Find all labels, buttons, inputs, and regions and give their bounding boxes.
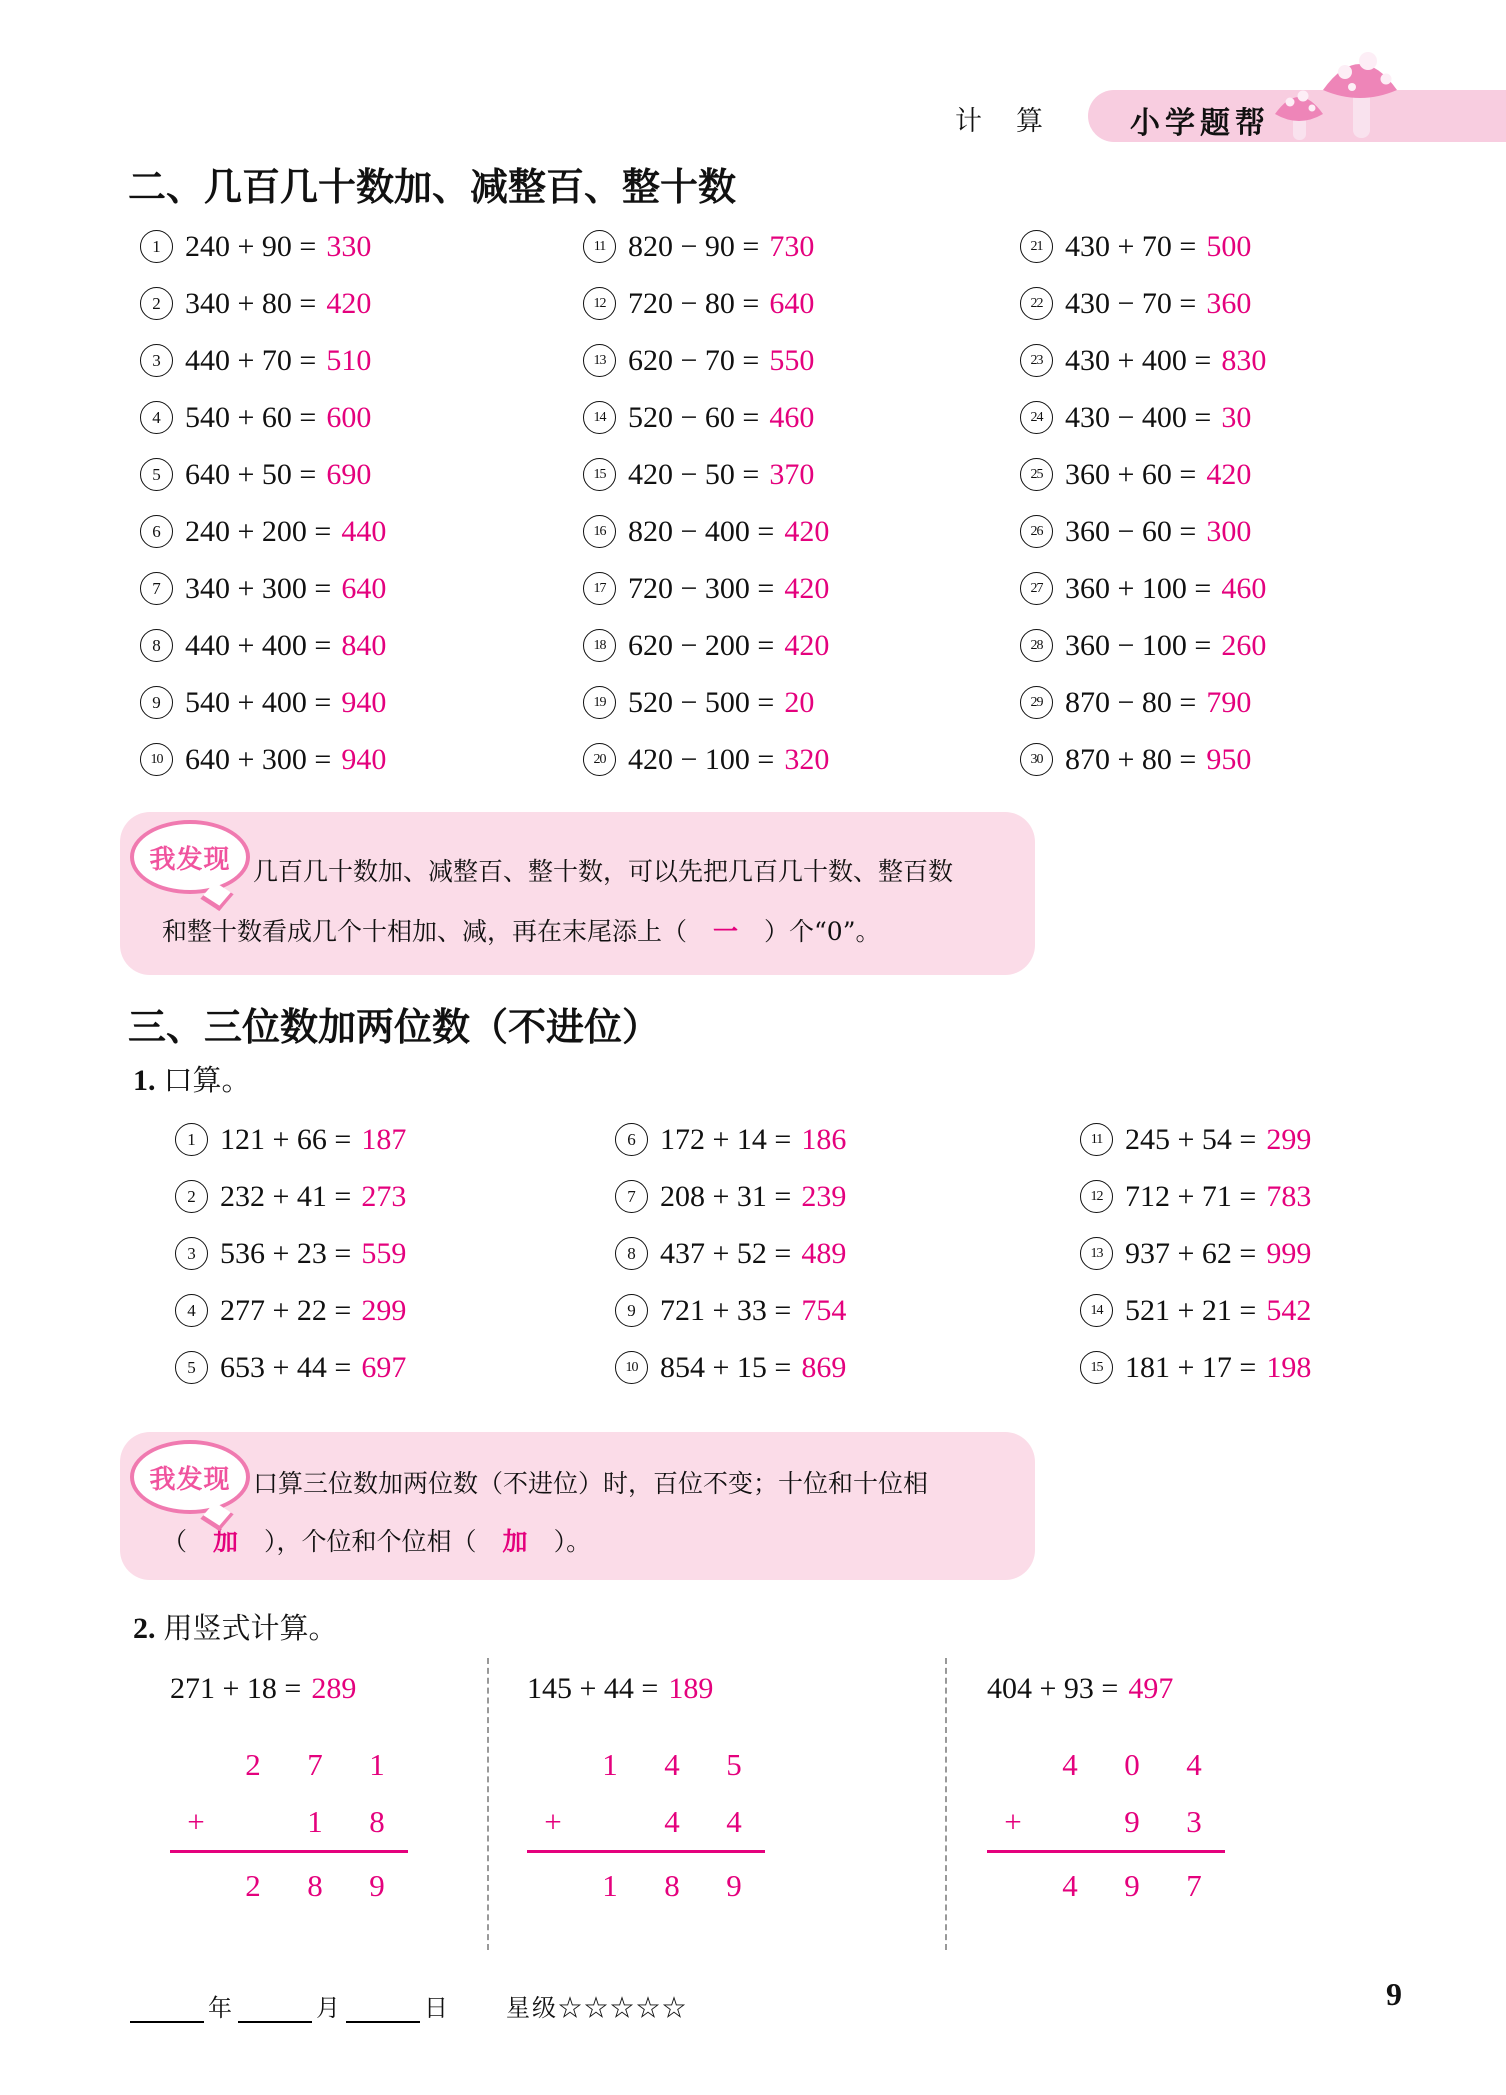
problem-item xyxy=(615,1111,1080,1168)
vertical-digit: 8 xyxy=(307,1867,323,1903)
vertical-digit: 4 xyxy=(726,1803,742,1839)
problem-number: 15 xyxy=(583,458,616,491)
problem-number: 4 xyxy=(175,1294,208,1327)
vertical-digit: 4 xyxy=(1186,1746,1202,1782)
vertical-expression: 145 + 44 = xyxy=(527,1672,659,1705)
problem-item xyxy=(1080,1282,1385,1339)
vertical-worksheet xyxy=(527,1736,765,1914)
vertical-problems xyxy=(130,1658,1400,1950)
date-label-day: 日 xyxy=(424,1994,448,2022)
star-rating: 星级☆☆☆☆☆ xyxy=(506,1994,688,2022)
problem-item xyxy=(1020,275,1380,332)
problem-expression: 172 + 14 = xyxy=(660,1122,792,1156)
vertical-digit: 7 xyxy=(307,1746,323,1782)
problem-answer: 999 xyxy=(1266,1236,1312,1270)
problem-expression: 360 + 60 = xyxy=(1065,457,1197,491)
vertical-digit: 5 xyxy=(726,1746,742,1782)
vertical-answer: 289 xyxy=(311,1672,357,1705)
problem-number: 13 xyxy=(583,344,616,377)
vertical-row-addend xyxy=(527,1736,765,1793)
vertical-digit: 1 xyxy=(369,1746,385,1782)
problem-item xyxy=(1020,731,1380,788)
vertical-digit: 9 xyxy=(1124,1867,1140,1903)
problem-answer: 640 xyxy=(769,286,815,320)
problem-number: 9 xyxy=(140,686,173,719)
problem-answer: 460 xyxy=(1221,571,1267,605)
problem-number: 19 xyxy=(583,686,616,719)
vertical-row-addend xyxy=(987,1736,1225,1793)
problem-answer: 300 xyxy=(1206,514,1252,548)
problem-answer: 260 xyxy=(1221,628,1267,662)
problem-expression: 653 + 44 = xyxy=(220,1350,352,1384)
discovery1-line2-pre: 和整十数看成几个十相加、减，再在末尾添上（ xyxy=(162,917,688,946)
problem-expression: 540 + 60 = xyxy=(185,400,317,434)
vertical-answer: 189 xyxy=(668,1672,714,1705)
section3-problems-grid xyxy=(175,1111,1385,1396)
problem-number: 29 xyxy=(1020,686,1053,719)
mushrooms-icon xyxy=(1235,36,1415,146)
problem-answer: 640 xyxy=(341,571,387,605)
problem-item xyxy=(1020,218,1380,275)
problem-answer: 869 xyxy=(801,1350,847,1384)
problem-number: 5 xyxy=(175,1351,208,1384)
problem-item xyxy=(140,731,583,788)
problem-answer: 370 xyxy=(769,457,815,491)
problem-answer: 950 xyxy=(1206,742,1252,776)
vertical-row-underl xyxy=(170,1793,408,1853)
problem-answer: 730 xyxy=(769,229,815,263)
problem-expression: 420 − 100 = xyxy=(628,742,775,776)
footer xyxy=(130,1988,688,2023)
problem-item xyxy=(583,674,1020,731)
problem-item xyxy=(1080,1225,1385,1282)
vertical-digit: 4 xyxy=(1062,1746,1078,1782)
problem-number: 3 xyxy=(175,1237,208,1270)
problem-number: 8 xyxy=(615,1237,648,1270)
page-number: 9 xyxy=(1386,1976,1402,2012)
fill-in-answer: 加 xyxy=(502,1527,528,1556)
problem-number: 16 xyxy=(583,515,616,548)
problem-answer: 420 xyxy=(784,514,830,548)
problem-answer: 830 xyxy=(1221,343,1267,377)
problem-item xyxy=(175,1168,615,1225)
problem-expression: 430 − 400 = xyxy=(1065,400,1212,434)
problem-number: 8 xyxy=(140,629,173,662)
problem-number: 1 xyxy=(175,1123,208,1156)
problem-item xyxy=(140,218,583,275)
problem-answer: 360 xyxy=(1206,286,1252,320)
problem-expression: 240 + 200 = xyxy=(185,514,332,548)
problem-answer: 489 xyxy=(801,1236,847,1270)
subtask2-number: 2. xyxy=(133,1612,156,1645)
problem-answer: 420 xyxy=(326,286,372,320)
problem-expression: 820 − 90 = xyxy=(628,229,760,263)
discovery-callout-2 xyxy=(120,1432,1035,1580)
problem-expression: 720 − 80 = xyxy=(628,286,760,320)
problem-item xyxy=(140,332,583,389)
problem-answer: 299 xyxy=(361,1293,407,1327)
vertical-row-sum xyxy=(987,1857,1225,1914)
vertical-digit: 9 xyxy=(1124,1803,1140,1839)
vertical-digit: 1 xyxy=(602,1746,618,1782)
problem-number: 6 xyxy=(615,1123,648,1156)
problem-item xyxy=(615,1168,1080,1225)
problem-answer: 697 xyxy=(361,1350,407,1384)
problem-item xyxy=(615,1282,1080,1339)
problem-expression: 440 + 400 = xyxy=(185,628,332,662)
problem-answer: 420 xyxy=(1206,457,1252,491)
discovery-bubble xyxy=(130,1440,250,1514)
problem-answer: 500 xyxy=(1206,229,1252,263)
date-label-month: 月 xyxy=(316,1994,340,2022)
vertical-digit: 2 xyxy=(245,1746,261,1782)
vertical-digit: + xyxy=(187,1803,205,1839)
fill-in-answer: 加 xyxy=(213,1527,239,1556)
problem-item xyxy=(1020,617,1380,674)
problem-number: 22 xyxy=(1020,287,1053,320)
problem-expression: 820 − 400 = xyxy=(628,514,775,548)
problem-item xyxy=(140,674,583,731)
problem-expression: 360 + 100 = xyxy=(1065,571,1212,605)
problem-item xyxy=(175,1282,615,1339)
problem-answer: 320 xyxy=(784,742,830,776)
problem-expression: 520 − 500 = xyxy=(628,685,775,719)
problem-answer: 600 xyxy=(326,400,372,434)
problem-expression: 420 − 50 = xyxy=(628,457,760,491)
problem-item xyxy=(140,275,583,332)
discovery1-line2-post: ）个“0”。 xyxy=(764,917,881,946)
problem-expression: 245 + 54 = xyxy=(1125,1122,1257,1156)
discovery-badge-label: 我发现 xyxy=(149,843,231,874)
problem-expression: 870 − 80 = xyxy=(1065,685,1197,719)
problem-number: 9 xyxy=(615,1294,648,1327)
problem-answer: 186 xyxy=(801,1122,847,1156)
problem-number: 21 xyxy=(1020,230,1053,263)
vertical-expression: 271 + 18 = xyxy=(170,1672,302,1705)
problem-item xyxy=(140,560,583,617)
problem-answer: 940 xyxy=(341,742,387,776)
problem-number: 11 xyxy=(1080,1123,1113,1156)
problem-number: 14 xyxy=(583,401,616,434)
problem-item xyxy=(583,617,1020,674)
subtask1-number: 1. xyxy=(133,1064,156,1097)
problem-expression: 721 + 33 = xyxy=(660,1293,792,1327)
problem-item xyxy=(583,446,1020,503)
discovery2-text-line2 xyxy=(162,1522,591,1558)
problem-item xyxy=(615,1225,1080,1282)
vertical-digit: 7 xyxy=(1186,1867,1202,1903)
problem-number: 13 xyxy=(1080,1237,1113,1270)
vertical-digit: 8 xyxy=(664,1867,680,1903)
section2-title: 二、几百几十数加、减整百、整十数 xyxy=(128,167,737,209)
problem-item xyxy=(583,503,1020,560)
vertical-digit: 8 xyxy=(369,1803,385,1839)
brand-label: 小学题帮 xyxy=(1130,107,1270,140)
problem-number: 17 xyxy=(583,572,616,605)
problem-number: 30 xyxy=(1020,743,1053,776)
problem-item xyxy=(583,731,1020,788)
problem-number: 7 xyxy=(140,572,173,605)
discovery-callout-1 xyxy=(120,812,1035,975)
problem-expression: 440 + 70 = xyxy=(185,343,317,377)
discovery1-text-line1: 几百几十数加、减整百、整十数，可以先把几百几十数、整百数 xyxy=(253,857,954,886)
problem-expression: 520 − 60 = xyxy=(628,400,760,434)
vertical-digit: 9 xyxy=(726,1867,742,1903)
problem-expression: 536 + 23 = xyxy=(220,1236,352,1270)
problem-item xyxy=(1020,674,1380,731)
discovery-bubble xyxy=(130,820,250,894)
section3-title: 三、三位数加两位数（不进位） xyxy=(128,1007,661,1049)
problem-answer: 420 xyxy=(784,571,830,605)
problem-item xyxy=(583,275,1020,332)
problem-expression: 181 + 17 = xyxy=(1125,1350,1257,1384)
problem-item xyxy=(615,1339,1080,1396)
problem-answer: 542 xyxy=(1266,1293,1312,1327)
problem-item xyxy=(1020,503,1380,560)
vertical-equation xyxy=(987,1672,1400,1706)
problem-expression: 208 + 31 = xyxy=(660,1179,792,1213)
problem-expression: 870 + 80 = xyxy=(1065,742,1197,776)
problem-answer: 239 xyxy=(801,1179,847,1213)
problem-item xyxy=(583,389,1020,446)
problem-number: 10 xyxy=(140,743,173,776)
discovery2-line2-post: ）。 xyxy=(553,1527,592,1556)
discovery1-text-line2 xyxy=(162,912,881,948)
problem-expression: 277 + 22 = xyxy=(220,1293,352,1327)
problem-answer: 420 xyxy=(784,628,830,662)
problem-number: 11 xyxy=(583,230,616,263)
problem-number: 7 xyxy=(615,1180,648,1213)
vertical-digit: + xyxy=(1004,1803,1022,1839)
problem-item xyxy=(1080,1111,1385,1168)
problem-number: 10 xyxy=(615,1351,648,1384)
problem-answer: 550 xyxy=(769,343,815,377)
problem-item xyxy=(1080,1168,1385,1225)
vertical-problem xyxy=(487,1658,945,1950)
vertical-digit: 3 xyxy=(1186,1803,1202,1839)
problem-item xyxy=(175,1111,615,1168)
problem-item xyxy=(175,1339,615,1396)
vertical-worksheet xyxy=(170,1736,408,1914)
vertical-digit: 4 xyxy=(664,1803,680,1839)
problem-answer: 940 xyxy=(341,685,387,719)
date-blank-month xyxy=(238,1995,312,2023)
problem-answer: 20 xyxy=(784,685,815,719)
problem-answer: 330 xyxy=(326,229,372,263)
vertical-equation xyxy=(527,1672,945,1706)
vertical-answer: 497 xyxy=(1128,1672,1174,1705)
problem-answer: 460 xyxy=(769,400,815,434)
problem-answer: 840 xyxy=(341,628,387,662)
problem-expression: 340 + 80 = xyxy=(185,286,317,320)
problem-item xyxy=(1020,446,1380,503)
problem-answer: 187 xyxy=(361,1122,407,1156)
problem-number: 3 xyxy=(140,344,173,377)
discovery2-text-line1: 口算三位数加两位数（不进位）时，百位不变；十位和十位相 xyxy=(253,1469,929,1498)
discovery2-line2-pre: （ xyxy=(162,1527,188,1556)
problem-answer: 30 xyxy=(1221,400,1252,434)
problem-expression: 540 + 400 = xyxy=(185,685,332,719)
section2-problems-grid xyxy=(140,218,1380,788)
vertical-digit: 1 xyxy=(602,1867,618,1903)
vertical-row-addend xyxy=(170,1736,408,1793)
problem-item xyxy=(1020,332,1380,389)
problem-answer: 299 xyxy=(1266,1122,1312,1156)
problem-item xyxy=(175,1225,615,1282)
problem-answer: 273 xyxy=(361,1179,407,1213)
date-label-year: 年 xyxy=(208,1994,232,2022)
problem-number: 4 xyxy=(140,401,173,434)
vertical-digit: 0 xyxy=(1124,1746,1140,1782)
problem-answer: 690 xyxy=(326,457,372,491)
problem-expression: 121 + 66 = xyxy=(220,1122,352,1156)
discovery-badge-label: 我发现 xyxy=(149,1463,231,1494)
vertical-digit: 4 xyxy=(664,1746,680,1782)
vertical-row-sum xyxy=(170,1857,408,1914)
problem-expression: 620 − 200 = xyxy=(628,628,775,662)
subtask1-label xyxy=(133,1058,251,1099)
problem-item xyxy=(140,617,583,674)
problem-expression: 437 + 52 = xyxy=(660,1236,792,1270)
problem-item xyxy=(140,446,583,503)
vertical-row-underl xyxy=(987,1793,1225,1853)
problem-expression: 360 − 60 = xyxy=(1065,514,1197,548)
problem-expression: 712 + 71 = xyxy=(1125,1179,1257,1213)
vertical-digit: 4 xyxy=(1062,1867,1078,1903)
subtask2-label xyxy=(133,1606,338,1647)
problem-number: 6 xyxy=(140,515,173,548)
problem-number: 28 xyxy=(1020,629,1053,662)
problem-number: 15 xyxy=(1080,1351,1113,1384)
problem-expression: 430 + 400 = xyxy=(1065,343,1212,377)
problem-expression: 640 + 300 = xyxy=(185,742,332,776)
problem-number: 12 xyxy=(583,287,616,320)
problem-number: 25 xyxy=(1020,458,1053,491)
problem-number: 23 xyxy=(1020,344,1053,377)
problem-number: 2 xyxy=(140,287,173,320)
problem-number: 5 xyxy=(140,458,173,491)
vertical-problem xyxy=(130,1658,487,1950)
problem-number: 14 xyxy=(1080,1294,1113,1327)
problem-expression: 640 + 50 = xyxy=(185,457,317,491)
problem-number: 20 xyxy=(583,743,616,776)
vertical-row-sum xyxy=(527,1857,765,1914)
problem-expression: 360 − 100 = xyxy=(1065,628,1212,662)
problem-number: 24 xyxy=(1020,401,1053,434)
vertical-problem xyxy=(945,1658,1400,1950)
vertical-expression: 404 + 93 = xyxy=(987,1672,1119,1705)
problem-number: 27 xyxy=(1020,572,1053,605)
problem-answer: 440 xyxy=(341,514,387,548)
problem-item xyxy=(583,560,1020,617)
problem-item xyxy=(1080,1339,1385,1396)
problem-answer: 559 xyxy=(361,1236,407,1270)
problem-expression: 720 − 300 = xyxy=(628,571,775,605)
problem-item xyxy=(1020,560,1380,617)
problem-number: 18 xyxy=(583,629,616,662)
problem-expression: 240 + 90 = xyxy=(185,229,317,263)
problem-answer: 790 xyxy=(1206,685,1252,719)
problem-number: 2 xyxy=(175,1180,208,1213)
problem-number: 26 xyxy=(1020,515,1053,548)
problem-expression: 620 − 70 = xyxy=(628,343,760,377)
date-blank-year xyxy=(130,1995,204,2023)
problem-expression: 232 + 41 = xyxy=(220,1179,352,1213)
problem-number: 12 xyxy=(1080,1180,1113,1213)
problem-answer: 198 xyxy=(1266,1350,1312,1384)
problem-item xyxy=(140,389,583,446)
problem-expression: 430 − 70 = xyxy=(1065,286,1197,320)
problem-answer: 754 xyxy=(801,1293,847,1327)
subtask2-text: 用竖式计算。 xyxy=(163,1613,338,1645)
vertical-equation xyxy=(170,1672,487,1706)
problem-item xyxy=(1020,389,1380,446)
vertical-digit: 1 xyxy=(307,1803,323,1839)
problem-item xyxy=(583,332,1020,389)
vertical-worksheet xyxy=(987,1736,1225,1914)
vertical-digit: 9 xyxy=(369,1867,385,1903)
problem-expression: 340 + 300 = xyxy=(185,571,332,605)
discovery2-line2-mid: ），个位和个位相（ xyxy=(264,1527,477,1556)
header-category-label: 计算 xyxy=(955,106,1077,137)
vertical-digit: + xyxy=(544,1803,562,1839)
vertical-digit: 2 xyxy=(245,1867,261,1903)
problem-expression: 854 + 15 = xyxy=(660,1350,792,1384)
problem-item xyxy=(140,503,583,560)
problem-expression: 521 + 21 = xyxy=(1125,1293,1257,1327)
problem-item xyxy=(583,218,1020,275)
vertical-row-underl xyxy=(527,1793,765,1853)
problem-expression: 937 + 62 = xyxy=(1125,1236,1257,1270)
problem-answer: 783 xyxy=(1266,1179,1312,1213)
problem-expression: 430 + 70 = xyxy=(1065,229,1197,263)
problem-answer: 510 xyxy=(326,343,372,377)
date-blank-day xyxy=(346,1995,420,2023)
problem-number: 1 xyxy=(140,230,173,263)
subtask1-text: 口算。 xyxy=(163,1065,251,1097)
fill-in-answer: 一 xyxy=(713,917,739,946)
